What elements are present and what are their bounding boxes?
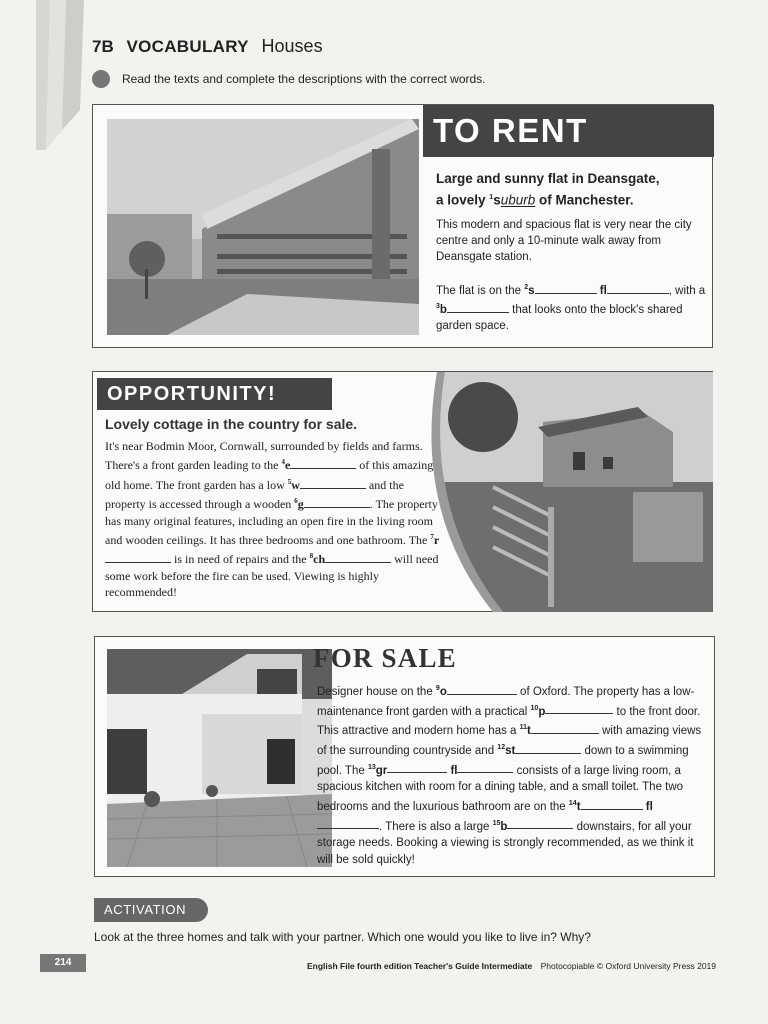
- rent-paragraph-2: The flat is on the $^2$s fl , with a $^3$b that looks onto the block's shared garden space.: [436, 284, 706, 332]
- opportunity-text: It's near Bodmin Moor, Cornwall, surrounded by fields and farms. There's a front garden leading to the $^4$e of this amazing old home. The front garden has a low $^5$w and the property is accessed through a wooden $^6$g . The property has many original features, including an open fire in the living room and wooden ceilings. It has three bedrooms and one bathroom. The $^7$r is in need of repairs and the $^8$ch will need some work before the fire can be used. Viewing is highly recommended!: [105, 439, 440, 600]
- opportunity-banner: OPPORTUNITY!: [97, 378, 332, 410]
- rent-paragraph-1: This modern and spacious flat is very near the city centre and only a 10-minute walk away from Deansgate station.: [436, 219, 692, 263]
- flat-photo: [107, 119, 419, 335]
- footer: [307, 961, 716, 971]
- instruction: [92, 70, 486, 88]
- gap-2[interactable]: [535, 283, 597, 294]
- rent-title: Large and sunny flat in Deansgate, a lovely $^1$suburb of Manchester.: [436, 171, 660, 208]
- activation-label: ACTIVATION: [94, 898, 208, 922]
- footer-copyright: Photocopiable © Oxford University Press 2019: [540, 961, 716, 971]
- gap-3[interactable]: [447, 302, 509, 313]
- activation-text: Look at the three homes and talk with your partner. Which one would you like to live in? Why?: [94, 930, 591, 944]
- gap-5[interactable]: [300, 478, 366, 489]
- decorative-rays: [36, 0, 84, 150]
- gap-4[interactable]: [290, 458, 356, 469]
- gap-6[interactable]: [304, 497, 370, 508]
- gap-13b[interactable]: [457, 762, 513, 773]
- for-sale-text: Designer house on the $^9$o of Oxford. The property has a low-maintenance front garden with a practical $^{10}$p to the front door. This attractive and modern home has a $^{11}$t with amazing views of the surrounding countryside and $^{12}$st down to a swimming pool. The $^{13}$gr fl consists of a large living room, a spacious kitchen with room for a dining table, and a small toilet. The two bedrooms and the luxurious bathroom are on the $^{14}$t fl. There is also a large $^{15}$b downstairs, for all your storage needs. Booking a viewing is strongly recommended, as we think it will be sold quickly!: [317, 685, 702, 866]
- gap-15[interactable]: [507, 818, 573, 829]
- page-number: 214: [40, 954, 86, 972]
- bullet-icon: [92, 70, 110, 88]
- for-sale-box: [94, 636, 715, 877]
- opportunity-title: Lovely cottage in the country for sale.: [105, 416, 358, 432]
- for-sale-banner: FOR SALE: [313, 643, 457, 673]
- page-header: [92, 36, 323, 57]
- gap-13[interactable]: [387, 762, 447, 773]
- opportunity-box: [92, 371, 713, 612]
- to-rent-banner: TO RENT: [423, 105, 714, 157]
- gap-8[interactable]: [325, 552, 391, 563]
- cottage-photo: [423, 372, 713, 612]
- gap-14b[interactable]: [317, 818, 379, 829]
- to-rent-box: [92, 104, 713, 348]
- section-title: VOCABULARY: [126, 37, 249, 56]
- footer-book: English File fourth edition Teacher's Guide Intermediate: [306, 961, 533, 971]
- gap-11[interactable]: [531, 723, 599, 734]
- gap-7[interactable]: [105, 552, 171, 563]
- unit-code: 7B: [92, 37, 114, 56]
- topic-title: Houses: [261, 36, 323, 56]
- gap-2b[interactable]: [607, 283, 669, 294]
- gap-9[interactable]: [447, 684, 517, 695]
- gap-12[interactable]: [515, 743, 581, 754]
- house-photo: [107, 649, 332, 867]
- gap-14[interactable]: [581, 799, 643, 810]
- answer-example: uburb: [500, 192, 536, 208]
- gap-10[interactable]: [545, 703, 613, 714]
- instruction-text: Read the texts and complete the descriptions with the correct words.: [122, 72, 486, 86]
